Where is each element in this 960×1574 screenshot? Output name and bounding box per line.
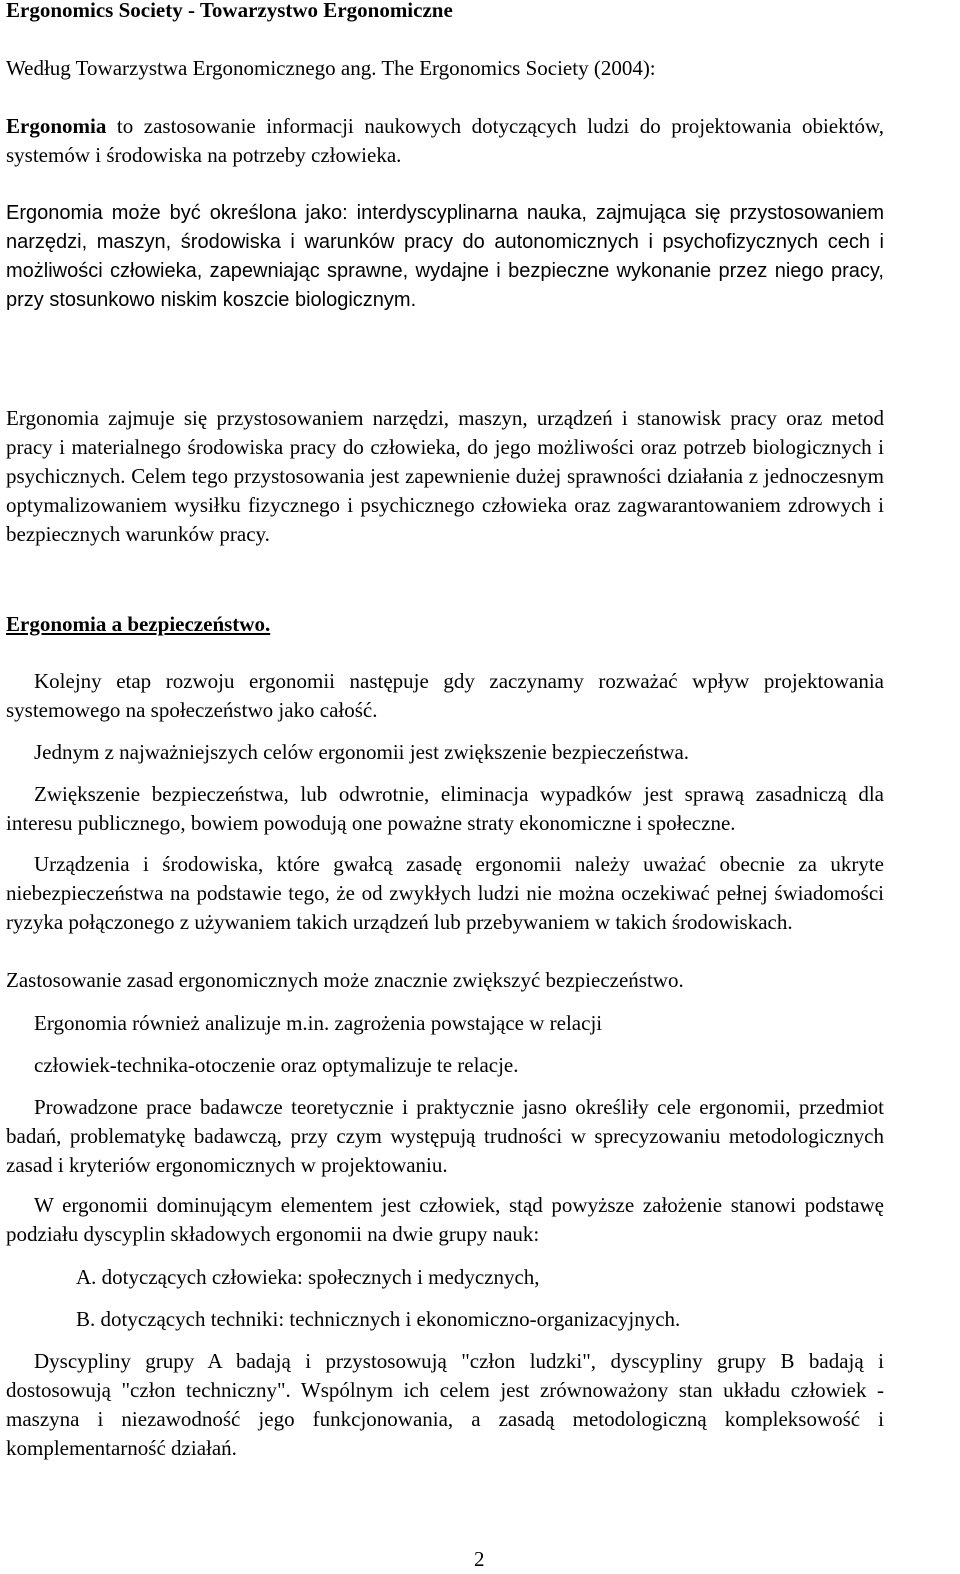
paragraph-ergonomia-line1: Ergonomia również analizuje m.in. zagrożenia powstające w relacji — [34, 1011, 603, 1035]
list-item-a: A. dotyczących człowieka: społecznych i medycznych, — [76, 1265, 540, 1289]
paragraph-zwiekszenie: Zwiększenie bezpieczeństwa, lub odwrotnie, eliminacja wypadków jest sprawą zasadniczą dla interesu publicznego, bowiem powodują one poważne straty ekonomiczne i społeczne. — [6, 782, 884, 835]
document-heading: Ergonomics Society - Towarzystwo Ergonomiczne — [6, 0, 453, 22]
definition-paragraph — [6, 112, 884, 170]
paragraph-urzadzenia: Urządzenia i środowiska, które gwałcą zasadę ergonomii należy uważać obecnie za ukryte niebezpieczeństwa na podstawie tego, że od zwykłych ludzi nie można oczekiwać pełnej świadomości ryzyka połączonego z używaniem takich urządzeń lub przebywaniem w takich środowiskach. — [6, 852, 884, 934]
paragraph-jednym: Jednym z najważniejszych celów ergonomii jest zwiększenie bezpieczeństwa. — [34, 740, 690, 764]
paragraph-w-ergonomii: W ergonomii dominującym elementem jest człowiek, stąd powyższe założenie stanowi podstawę podziału dyscyplin składowych ergonomii na dwie grupy nauk: — [6, 1193, 884, 1246]
paragraph-zastosowanie: Zastosowanie zasad ergonomicznych może znacznie zwiększyć bezpieczeństwo. — [6, 968, 684, 992]
paragraph-prowadzone: Prowadzone prace badawcze teoretycznie i praktycznie jasno określiły cele ergonomii, przedmiot badań, problematykę badawczą, przy czym występują trudności w sprecyzowaniu metodologicznych zasad i kryteriów ergonomicznych w projektowaniu. — [6, 1095, 884, 1177]
paragraph-definition-sans: Ergonomia może być określona jako: interdyscyplinarna nauka, zajmująca się przystosowaniem narzędzi, maszyn, środowiska i warunków pracy do autonomicznych i psychofizycznych cech i możliwości człowieka, zapewniając sprawne, wydajne i bezpieczne wykonanie przez niego pracy, przy stosunkowo niskim koszcie biologicznym. — [6, 202, 884, 311]
section-heading — [6, 610, 884, 639]
section-heading-text: Ergonomia a bezpieczeństwo. — [6, 612, 271, 636]
intro-line: Według Towarzystwa Ergonomicznego ang. The Ergonomics Society (2004): — [6, 56, 656, 80]
page-number: 2 — [474, 1547, 485, 1571]
definition-text: to zastosowanie informacji naukowych dotyczących ludzi do projektowania obiektów, systemów i środowiska na potrzeby człowieka. — [6, 114, 884, 167]
list-item-b: B. dotyczących techniki: technicznych i ekonomiczno-organizacyjnych. — [76, 1307, 681, 1331]
paragraph-kolejny: Kolejny etap rozwoju ergonomii następuje gdy zaczynamy rozważać wpływ projektowania systemowego na społeczeństwo jako całość. — [6, 669, 884, 722]
paragraph-ergonomia-line2: człowiek-technika-otoczenie oraz optymalizuje te relacje. — [34, 1053, 519, 1077]
paragraph-scope: Ergonomia zajmuje się przystosowaniem narzędzi, maszyn, urządzeń i stanowisk pracy oraz metod pracy i materialnego środowiska pracy do człowieka, do jego możliwości oraz potrzeb biologicznych i psychicznych. Celem tego przystosowania jest zapewnienie dużej sprawności działania z jednoczesnym optymalizowaniem wysiłku fizycznego i psychicznego człowieka oraz zagwarantowaniem zdrowych i bezpiecznych warunków pracy. — [6, 406, 884, 546]
paragraph-dyscypliny: Dyscypliny grupy A badają i przystosowują "człon ludzki", dyscypliny grupy B badają i dostosowują "człon techniczny". Wspólnym ich celem jest zrównoważony stan układu człowiek - maszyna i niezawodność jego funkcjonowania, a zasadą metodologiczną kompleksowość i komplementarność działań. — [6, 1349, 884, 1460]
definition-term: Ergonomia — [6, 114, 107, 138]
